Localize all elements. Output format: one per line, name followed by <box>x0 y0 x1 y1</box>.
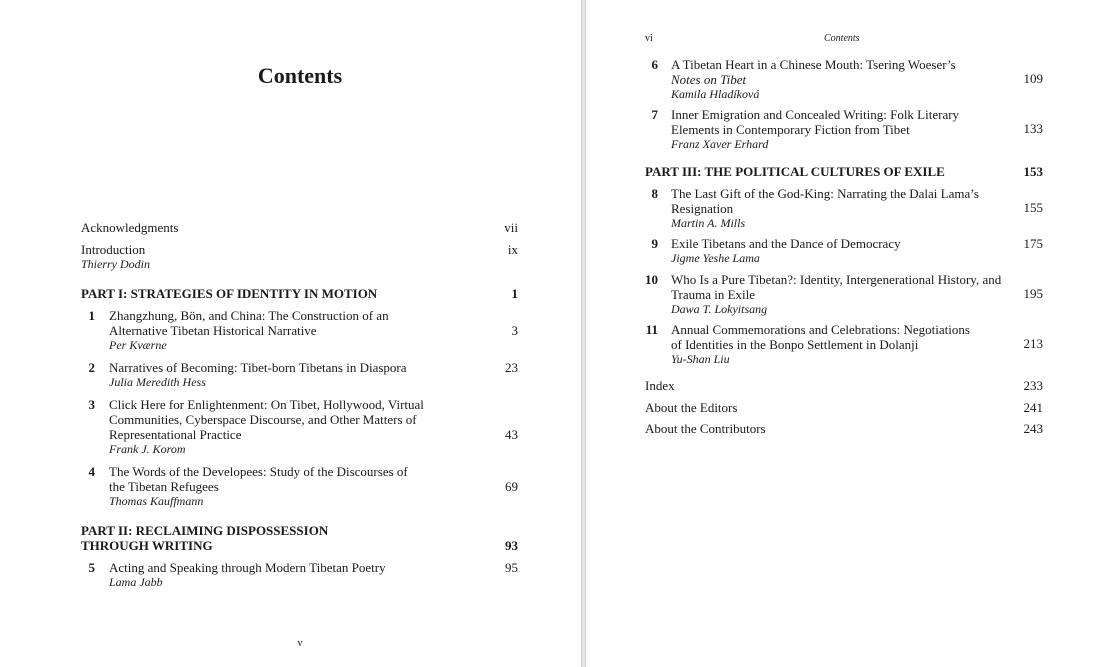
part-heading[interactable]: PART III: THE POLITICAL CULTURES OF EXILE <box>645 164 945 179</box>
entry-title-line: Resignation <box>671 201 734 216</box>
entry-title-line: Communities, Cyberspace Discourse, and Other Matters of <box>109 412 417 427</box>
chapter-number: 11 <box>645 322 658 337</box>
entry-author: Franz Xaver Erhard <box>671 137 769 151</box>
entry-title: Index <box>645 378 675 393</box>
chapter-number: 10 <box>645 272 658 287</box>
entry-author: Kamila Hladíková <box>671 87 760 101</box>
page-number: 153 <box>1023 164 1043 179</box>
toc-entry-about-contributors[interactable] <box>645 421 766 436</box>
part-heading[interactable] <box>81 523 328 553</box>
entry-title-line: Notes on Tibet <box>671 72 747 87</box>
toc-entry-chapter[interactable] <box>671 186 979 231</box>
chapter-number: 3 <box>88 397 95 412</box>
entry-author: Per Kværne <box>109 338 167 352</box>
chapter-number: 5 <box>88 560 95 575</box>
toc-entry-chapter[interactable] <box>109 397 424 457</box>
entry-title: About the Contributors <box>645 421 766 436</box>
part-heading-line: THROUGH WRITING <box>81 538 213 553</box>
right-page <box>586 0 1119 667</box>
page-number: 213 <box>1023 336 1043 351</box>
entry-title-line: Trauma in Exile <box>671 287 756 302</box>
page-number: 95 <box>505 560 518 575</box>
entry-author: Thierry Dodin <box>81 257 150 271</box>
toc-entry-about-editors[interactable] <box>645 400 737 415</box>
toc-entry-chapter[interactable] <box>671 57 956 102</box>
toc-entry-introduction[interactable] <box>81 242 150 272</box>
page-number: 195 <box>1023 286 1043 301</box>
entry-title: Acknowledgments <box>81 220 179 235</box>
entry-title-line: the Tibetan Refugees <box>109 479 219 494</box>
entry-title-line: Who Is a Pure Tibetan?: Identity, Intergenerational History, and <box>671 272 1002 287</box>
chapter-number: 1 <box>88 308 95 323</box>
entry-title-line: Inner Emigration and Concealed Writing: Folk Literary <box>671 107 960 122</box>
running-head: Contents <box>824 33 860 44</box>
entry-title-line: Annual Commemorations and Celebrations: Negotiations <box>671 322 970 337</box>
page-number: 69 <box>505 479 518 494</box>
page-number: 1 <box>511 286 518 301</box>
toc-entry-chapter[interactable] <box>109 560 386 590</box>
page-number: 3 <box>511 323 518 338</box>
toc-entry-chapter[interactable] <box>109 360 407 390</box>
toc-entry-chapter[interactable] <box>671 322 970 367</box>
page-number: 43 <box>505 427 518 442</box>
entry-title-line: of Identities in the Bonpo Settlement in Dolanji <box>671 337 919 352</box>
entry-title-line: The Last Gift of the God-King: Narrating the Dalai Lama’s <box>671 186 979 201</box>
part-heading-line: PART II: RECLAIMING DISPOSSESSION <box>81 523 329 538</box>
page-number: 93 <box>505 538 518 553</box>
entry-title-line: Representational Practice <box>109 427 242 442</box>
part-heading[interactable]: PART I: STRATEGIES OF IDENTITY IN MOTION <box>81 286 378 301</box>
page-number: 23 <box>505 360 518 375</box>
entry-title-line: Click Here for Enlightenment: On Tibet, Hollywood, Virtual <box>109 397 424 412</box>
page-number: 233 <box>1023 378 1043 393</box>
page-title: Contents <box>257 63 343 88</box>
page-number: 133 <box>1023 121 1043 136</box>
chapter-number: 2 <box>88 360 95 375</box>
entry-title-line: Elements in Contemporary Fiction from Tibet <box>671 122 910 137</box>
entry-author: Dawa T. Lokyitsang <box>671 302 768 316</box>
page-number: 109 <box>1023 71 1043 86</box>
entry-title-line: A Tibetan Heart in a Chinese Mouth: Tsering Woeser’s <box>671 57 956 72</box>
entry-author: Thomas Kauffmann <box>109 494 204 508</box>
chapter-number: 6 <box>651 57 658 72</box>
chapter-number: 8 <box>651 186 658 201</box>
entry-author: Yu-Shan Liu <box>671 352 730 366</box>
page-number: 175 <box>1023 236 1043 251</box>
entry-title-line: Alternative Tibetan Historical Narrative <box>109 323 317 338</box>
page-number: vii <box>504 220 518 235</box>
toc-entry-chapter[interactable] <box>109 308 389 353</box>
chapter-number: 7 <box>651 107 658 122</box>
entry-author: Frank J. Korom <box>109 442 186 456</box>
entry-author: Lama Jabb <box>109 575 163 589</box>
folio: vi <box>645 33 653 44</box>
chapter-number: 4 <box>88 464 95 479</box>
entry-title-line: Zhangzhung, Bön, and China: The Construction of an <box>109 308 389 323</box>
folio: v <box>297 638 303 649</box>
entry-title-line: Exile Tibetans and the Dance of Democracy <box>671 236 901 251</box>
toc-entry-chapter[interactable] <box>671 107 959 152</box>
entry-author: Julia Meredith Hess <box>109 375 206 389</box>
page-number: 241 <box>1023 400 1043 415</box>
page-number: 155 <box>1023 200 1043 215</box>
toc-entry-chapter[interactable] <box>671 272 1001 317</box>
entry-author: Martin A. Mills <box>671 216 746 230</box>
page-number: ix <box>507 242 518 257</box>
entry-title: Introduction <box>81 242 146 257</box>
toc-entry-acknowledgments[interactable] <box>81 220 178 235</box>
toc-entry-chapter[interactable] <box>671 236 901 266</box>
entry-title-line: The Words of the Developees: Study of the Discourses of <box>109 464 408 479</box>
entry-author: Jigme Yeshe Lama <box>671 251 760 265</box>
page-number: 243 <box>1023 421 1043 436</box>
entry-title: About the Editors <box>645 400 738 415</box>
entry-title-line: Narratives of Becoming: Tibet-born Tibetans in Diaspora <box>109 360 407 375</box>
toc-entry-chapter[interactable] <box>109 464 408 509</box>
toc-entry-index[interactable] <box>645 378 675 393</box>
chapter-number: 9 <box>651 236 658 251</box>
entry-title-line: Acting and Speaking through Modern Tibetan Poetry <box>109 560 386 575</box>
